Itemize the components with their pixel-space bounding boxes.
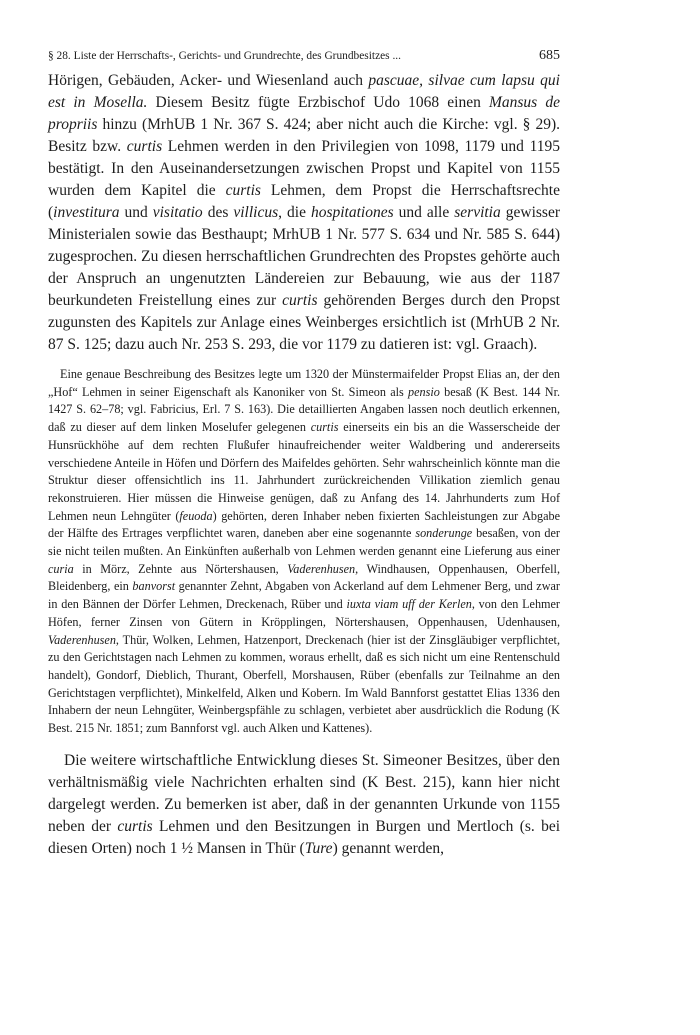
- small-print-note: [48, 366, 560, 738]
- paragraph-1: Hörigen, Gebäuden, Acker- und Wiesenland auch pascuae, silvae cum lapsu qui est in Mosella. Diesem Besitz fügte Erzbischof Udo 1068 einen Mansus de propriis hinzu (MrhUB 1 Nr. 367 S. 424; aber nicht auch die Kirche: vgl. § 29). Besitz bzw. curtis Lehmen werden in den Privilegien von 1098, 1179 und 1195 bestätigt. In den Auseinandersetzungen zwischen Propst und Kapitel von 1155 wurden dem Kapitel die curtis Lehmen, dem Propst die Herrschaftsrechte (investitura und visitatio des villicus, die hospitationes und alle servitia gewisser Ministerialen sowie das Besthaupt; MrhUB 1 Nr. 577 S. 634 und Nr. 585 S. 644) zugesprochen. Zu diesen herrschaftlichen Grundrechten des Propstes gehörte auch der Anspruch an ungenutzten Ländereien zur Bebauung, wie aus der 1187 beurkundeten Freistellung eines zur curtis gehörenden Berges durch den Propst zugunsten des Kapitels zur Anlage eines Weinberges ersichtlich ist (MrhUB 2 Nr. 87 S. 125; dazu auch Nr. 253 S. 293, die vor 1179 zu datieren ist: vgl. Graach).: [48, 72, 560, 353]
- book-page: [48, 48, 560, 860]
- header-title: § 28. Liste der Herrschafts-, Gerichts- und Grundrechte, des Grundbesitzes ...: [48, 50, 401, 62]
- running-header: [48, 48, 560, 70]
- note-paragraph: Eine genaue Beschreibung des Besitzes legte um 1320 der Münstermaifelder Propst Elias an, der den „Hof“ Lehmen in seiner Eigenschaft als Kanoniker von St. Simeon als pensio besaß (K Best. 144 Nr. 1427 S. 62–78; vgl. Fabricius, Erl. 7 S. 163). Die detaillierten Angaben lassen noch deutlich erkennen, daß zu dieser auf dem linken Moselufer gelegenen curtis einerseits ein bis an die Wasserscheide der Hunsrückhöhe auf dem rechten Flußufer hinaufreichender weiter Waldbering und andererseits verschiedene Anteile in Höfen und Dörfern des Maifeldes gehörten. Sehr wahrscheinlich könnte man die Struktur dieser offensichtlich ins 11. Jahrhundert zurückreichenden Villikation ziemlich genau rekonstruieren. Hier müssen die Hinweise genügen, daß zu Anfang des 14. Jahrhunderts zum Hof Lehmen neun Lehngüter (feuoda) gehörten, deren Inhaber neben fixierten Sachleistungen zur Abgabe der Hälfte des Ertrages verpflichtet waren, daneben aber eine sogenannte sonderunge besaßen, von der sie nicht teilen mußten. An Einkünften außerhalb von Lehmen werden genannt eine Lieferung aus einer curia in Mörz, Zehnte aus Nörtershausen, Vaderenhusen, Windhausen, Oppenhausen, Oberfell, Bleidenberg, ein banvorst genannter Zehnt, Abgaben von Ackerland auf dem Lehmener Berg, und zwar in den Bännen der Dörfer Lehmen, Dreckenach, Rüber und iuxta viam uff der Kerlen, von den Lehmer Höfen, ferner Zinsen von Gütern in Kröpplingen, Nörtershausen, Oppenhausen, Udenhausen, Vaderenhusen, Thür, Wolken, Lehmen, Hatzenport, Dreckenach (hier ist der Zinsgläubiger verpflichtet, zu den Gerichtstagen nach Lehmen zu kommen, woraus erhellt, daß es sich nicht um eine Rentenschuld handelt), Gondorf, Dieblich, Thurant, Oberfell, Morshausen, Rüber (ebenfalls zur Teilnahme an den Gerichtstagen verpflichtet), Minkelfeld, Alken und Kobern. Im Wald Bannforst gestattet Elias 1336 den Inhabern der neun Lehngüter, Weinbergspfähle zu schlagen, verbietet aber ausdrücklich die Rodung (K Best. 215 Nr. 1851; zum Bannforst vgl. auch Alken und Kattenes).: [48, 367, 560, 736]
- main-text: [48, 70, 560, 356]
- page-number: 685: [539, 48, 560, 63]
- main-text-continued: [48, 750, 560, 860]
- paragraph-2: Die weitere wirtschaftliche Entwicklung dieses St. Simeoner Besitzes, über den verhältnismäßig viele Nachrichten erhalten sind (K Best. 215), kann hier nicht dargelegt werden. Zu bemerken ist aber, daß in der genannten Urkunde von 1155 neben der curtis Lehmen und den Besitzungen in Burgen und Mertloch (s. bei diesen Orten) noch 1 ½ Mansen in Thür (Ture) genannt werden,: [48, 751, 560, 857]
